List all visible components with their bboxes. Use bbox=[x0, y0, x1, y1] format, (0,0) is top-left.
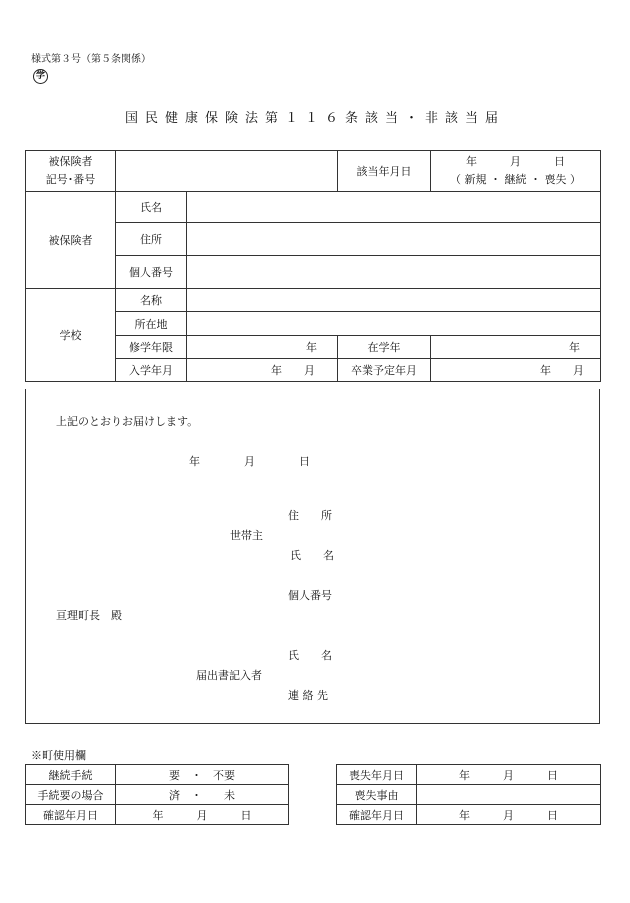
graduation-field[interactable]: 年 月 bbox=[431, 359, 601, 382]
insured-id-field[interactable] bbox=[116, 151, 338, 192]
continuation-label: 継続手続 bbox=[26, 765, 116, 785]
office-use-right-table bbox=[336, 764, 601, 825]
head-address-label: 住 所 bbox=[288, 509, 332, 522]
school-name-field[interactable] bbox=[187, 289, 601, 312]
name-label: 氏名 bbox=[116, 192, 187, 223]
insured-id-label: 被保険者 記号･番号 bbox=[26, 151, 116, 192]
confirm-date-label-2: 確認年月日 bbox=[337, 805, 417, 825]
filer-contact-label: 連 絡 先 bbox=[288, 689, 328, 702]
insured-person-label: 被保険者 bbox=[26, 192, 116, 289]
office-use-left-table bbox=[25, 764, 289, 825]
head-name-label: 氏 名 bbox=[290, 549, 334, 562]
loss-date-label: 喪失年月日 bbox=[337, 765, 417, 785]
table-row bbox=[337, 765, 601, 785]
address-field[interactable] bbox=[187, 223, 601, 256]
confirm-date-field[interactable]: 年 月 日 bbox=[116, 805, 289, 825]
table-row bbox=[337, 805, 601, 825]
main-table bbox=[25, 150, 601, 382]
school-label: 学校 bbox=[26, 289, 116, 382]
table-row bbox=[337, 785, 601, 805]
grade-label: 在学年 bbox=[338, 336, 431, 359]
grade-field[interactable]: 年 bbox=[431, 336, 601, 359]
procedure-required-field[interactable]: 済 ・ 未 bbox=[116, 785, 289, 805]
household-head-label: 世帯主 bbox=[230, 529, 263, 542]
filer-label: 届出書記入者 bbox=[196, 669, 262, 682]
enrollment-field[interactable]: 年 月 bbox=[187, 359, 338, 382]
loss-reason-field[interactable] bbox=[417, 785, 601, 805]
addressee: 亘理町長 殿 bbox=[56, 609, 122, 622]
declaration-statement: 上記のとおりお届けします。 bbox=[56, 415, 199, 428]
table-row bbox=[26, 805, 289, 825]
school-location-label: 所在地 bbox=[116, 312, 187, 336]
name-field[interactable] bbox=[187, 192, 601, 223]
personal-number-field[interactable] bbox=[187, 256, 601, 289]
graduation-label: 卒業予定年月 bbox=[338, 359, 431, 382]
status-options[interactable]: （ 新規 ・ 継続 ・ 喪失 ） bbox=[450, 173, 581, 186]
form-number: 様式第３号（第５条関係） bbox=[31, 54, 151, 65]
applicable-date-field[interactable] bbox=[431, 151, 601, 192]
filer-name-label: 氏 名 bbox=[288, 649, 332, 662]
applicable-date-value: 年 月 日 bbox=[466, 155, 566, 168]
office-use-label: ※町使用欄 bbox=[31, 749, 86, 762]
head-personal-number-label: 個人番号 bbox=[288, 589, 332, 602]
loss-date-field[interactable]: 年 月 日 bbox=[417, 765, 601, 785]
confirm-date-field-2[interactable]: 年 月 日 bbox=[417, 805, 601, 825]
school-stamp-icon: 学 bbox=[33, 69, 48, 84]
personal-number-label: 個人番号 bbox=[116, 256, 187, 289]
table-row bbox=[26, 765, 289, 785]
applicable-date-label: 該当年月日 bbox=[338, 151, 431, 192]
study-years-field[interactable]: 年 bbox=[187, 336, 338, 359]
continuation-field[interactable]: 要 ・ 不要 bbox=[116, 765, 289, 785]
confirm-date-label: 確認年月日 bbox=[26, 805, 116, 825]
form-title: 国民健康保険法第１１６条該当・非該当届 bbox=[124, 111, 505, 126]
address-label: 住所 bbox=[116, 223, 187, 256]
loss-reason-label: 喪失事由 bbox=[337, 785, 417, 805]
school-name-label: 名称 bbox=[116, 289, 187, 312]
study-years-label: 修学年限 bbox=[116, 336, 187, 359]
enrollment-label: 入学年月 bbox=[116, 359, 187, 382]
declaration-date[interactable]: 年 月 日 bbox=[189, 455, 310, 468]
table-row bbox=[26, 785, 289, 805]
procedure-required-label: 手続要の場合 bbox=[26, 785, 116, 805]
school-location-field[interactable] bbox=[187, 312, 601, 336]
